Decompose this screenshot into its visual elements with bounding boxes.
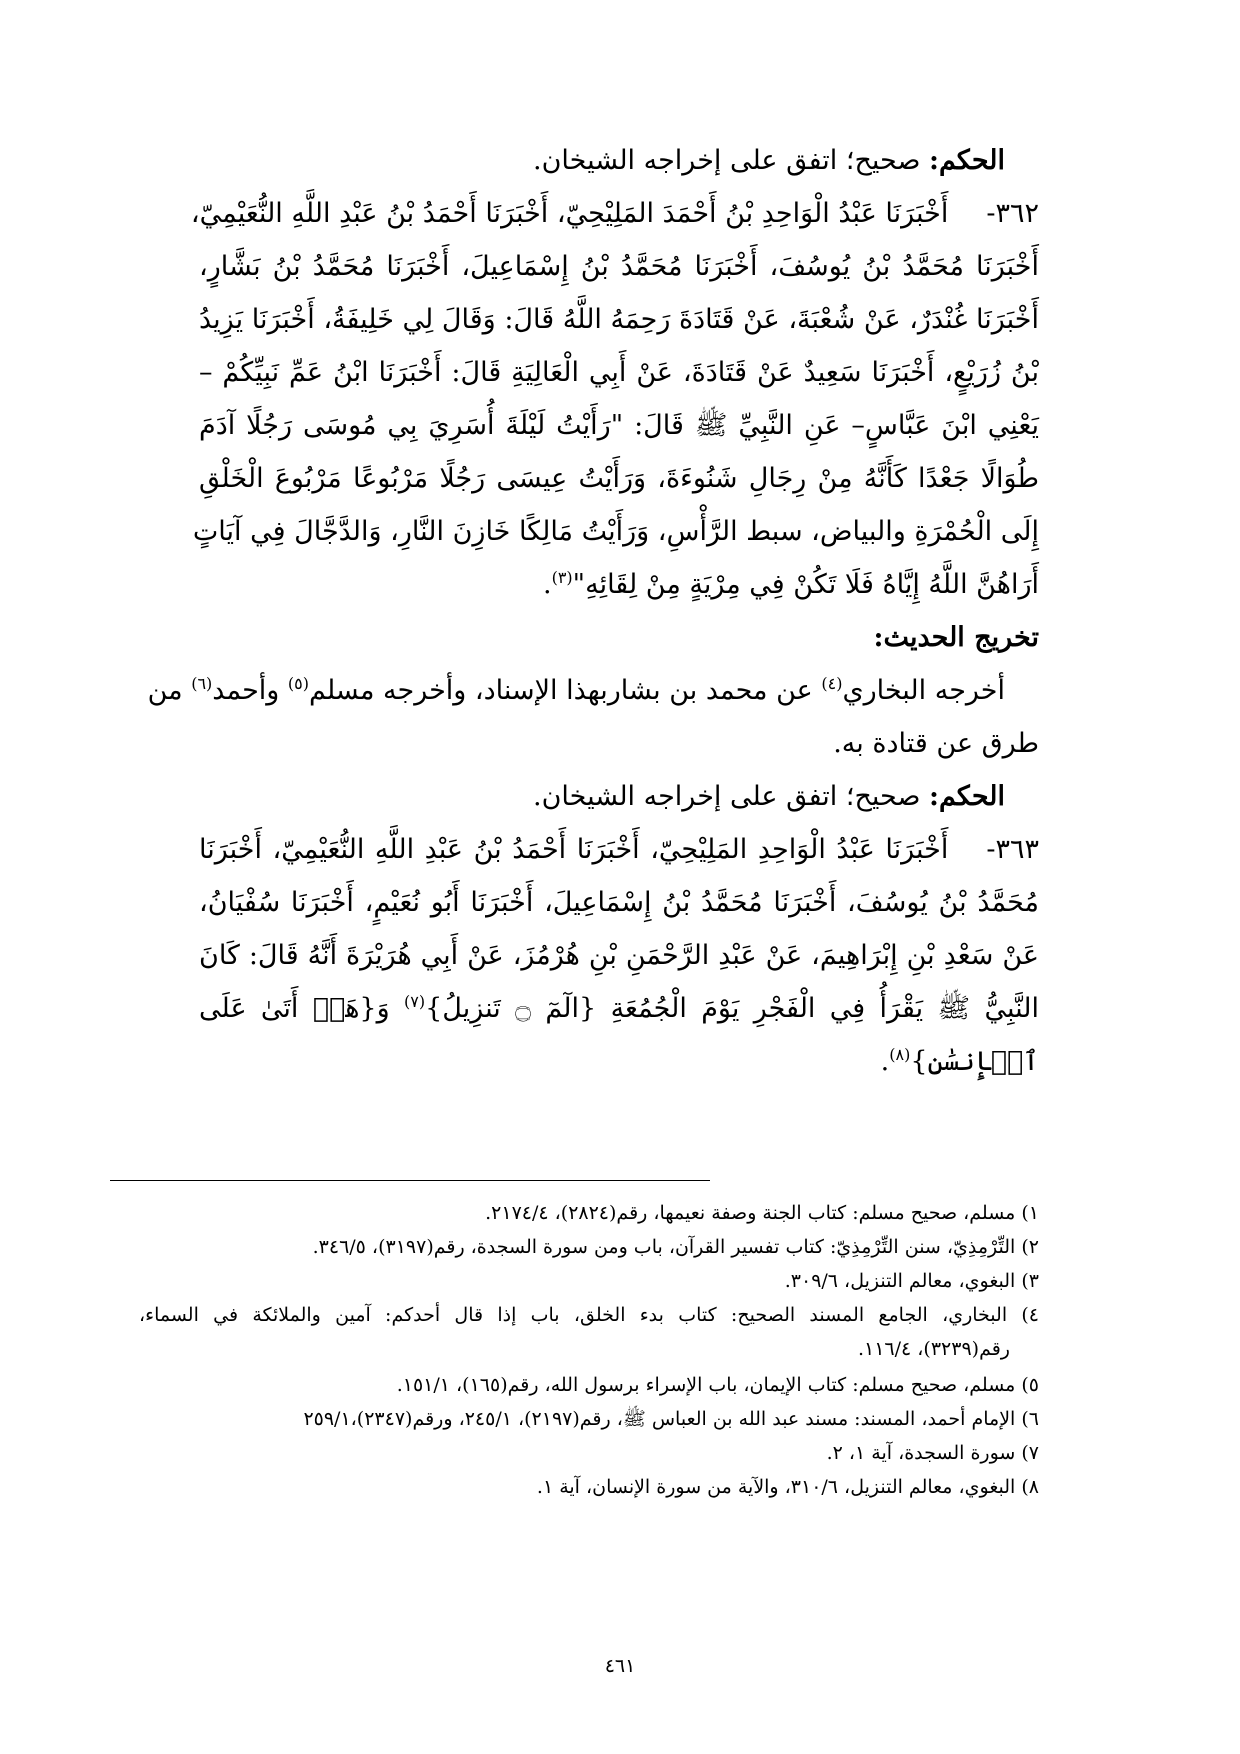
footnote-5: ٥) مسلم، صحيح مسلم: كتاب الإيمان، باب الإسراء برسول الله، رقم(١٦٥)، ١٥١/١. bbox=[396, 1374, 1039, 1396]
footnote-8: ٨) البغوي، معالم التنزيل، ٣١٠/٦، والآية من سورة الإنسان، آية ١. bbox=[536, 1476, 1039, 1498]
hadith-number: ٣٦٣- bbox=[986, 834, 1039, 865]
hadith-362-line-3: أَخْبَرَنَا غُنْدَرٌ، عَنْ شُعْبَةَ، عَنْ قَتَادَةَ رَحِمَهُ اللَّهُ قَالَ: وَقَالَ لِي خَلِيفَةُ، أَخْبَرَنَا يَزِيدُ bbox=[199, 304, 1040, 335]
hadith-362-line-6: طُوَالًا جَعْدًا كَأَنَّهُ مِنْ رِجَالِ شَنُوءَةَ، وَرَأَيْتُ عِيسَى رَجُلًا مَرْبُوعًا مَرْبُوعَ الْخَلْقِ bbox=[199, 463, 1039, 494]
hadith-362-line-4: بْنُ زُرَيْعٍ، أَخْبَرَنَا سَعِيدٌ عَنْ قَتَادَةَ، عَنْ أَبِي الْعَالِيَةِ قَالَ: أَخْبَرَنَا ابْنُ عَمِّ نَبِيِّكُمْ – bbox=[199, 357, 1039, 388]
takhrij-heading: تخريج الحديث: bbox=[873, 622, 1039, 653]
footnote-ref-3[interactable]: (٣) bbox=[551, 568, 573, 587]
takhrij-line-1: أخرجه البخاري$^{(٤)}$ عن محمد بن بشاربهذا الإسناد، وأخرجه مسلم$^{(٥)}$ وأحمد$^{(٦)}$ من bbox=[147, 674, 1005, 706]
hadith-362-line-2: أَخْبَرَنَا مُحَمَّدُ بْنُ يُوسُفَ، أَخْبَرَنَا مُحَمَّدُ بْنُ إِسْمَاعِيلَ، أَخْبَرَنَا مُحَمَّدُ بْنُ بَشَّارٍ، bbox=[199, 251, 1039, 282]
hadith-363-line-5: ٱلۡإِنسَٰنِ}$^{(٨)}$. bbox=[880, 1045, 1039, 1077]
hadith-363-line-4: النَّبِيُّ ﷺ يَقْرَأُ فِي الْفَجْرِ يَوْمَ الْجُمُعَةِ {الٓمٓ ۝ تَنزِيلُ}$^{(٧)}$ وَ{هَلۡ أَتَىٰ عَلَى bbox=[199, 992, 1039, 1024]
hadith-362-line-8: أَرَاهُنَّ اللَّهُ إِيَّاهُ فَلَا تَكُنْ فِي مِرْيَةٍ مِنْ لِقَائِهِ"$^{(٣)}$. bbox=[542, 568, 1039, 600]
footnote-ref-6[interactable]: (٦) bbox=[191, 674, 213, 693]
footnote-3: ٣) البغوي، معالم التنزيل، ٣٠٩/٦. bbox=[784, 1270, 1039, 1292]
hadith-362-line-1: ٣٦٢-أَخْبَرَنَا عَبْدُ الْوَاحِدِ بْنُ أَحْمَدَ المَلِيْحِيّ، أَخْبَرَنَا أَحْمَدُ بْنُ عَبْدِ اللَّهِ النُّعَيْمِيّ، bbox=[199, 183, 1039, 245]
ruling-text: صحيح؛ اتفق على إخراجه الشيخان. bbox=[533, 145, 921, 176]
footnote-1: ١) مسلم، صحيح مسلم: كتاب الجنة وصفة نعيمها، رقم(٢٨٢٤)، ٢١٧٤/٤. bbox=[485, 1202, 1039, 1224]
footnote-separator bbox=[110, 1180, 710, 1181]
footnote-6: ٦) الإمام أحمد، المسند: مسند عبد الله بن العباس ﷺ، رقم(٢١٩٧)، ٢٤٥/١، ورقم(٢٣٤٧)،٢٥٩/١ bbox=[303, 1408, 1039, 1430]
hadith-363-line-2: مُحَمَّدُ بْنُ يُوسُفَ، أَخْبَرَنَا مُحَمَّدُ بْنُ إِسْمَاعِيلَ، أَخْبَرَنَا أَبُو نُعَيْمٍ، أَخْبَرَنَا سُفْيَانُ، bbox=[199, 887, 1039, 918]
takhrij-line-2: طرق عن قتادة به. bbox=[833, 728, 1039, 759]
hadith-362-line-7: إِلَى الْحُمْرَةِ والبياض، سبط الرَّأْسِ، وَرَأَيْتُ مَالِكًا خَازِنَ النَّارِ، وَالدَّجَّالَ فِي آيَاتٍ bbox=[192, 516, 1039, 547]
hadith-number: ٣٦٢- bbox=[986, 198, 1039, 229]
footnote-ref-5[interactable]: (٥) bbox=[287, 674, 309, 693]
page-number: ٤٦١ bbox=[604, 1655, 636, 1677]
footnote-ref-8[interactable]: (٨) bbox=[889, 1045, 911, 1064]
footnote-ref-4[interactable]: (٤) bbox=[821, 674, 843, 693]
footnote-4: ٤) البخاري، الجامع المسند الصحيح: كتاب بدء الخلق، باب إذا قال أحدكم: آمين والملائكة في السماء، bbox=[139, 1304, 1039, 1326]
footnote-2: ٢) التِّرْمِذِيّ، سنن التِّرْمِذِيّ: كتاب تفسير القرآن، باب ومن سورة السجدة، رقم(٣١٩٧)، ٣٤٦/٥. bbox=[312, 1236, 1039, 1258]
ruling-label: الحكم: bbox=[928, 145, 1005, 176]
hadith-363-line-1: ٣٦٣-أَخْبَرَنَا عَبْدُ الْوَاحِدِ المَلِيْحِيّ، أَخْبَرَنَا أَحْمَدُ بْنُ عَبْدِ اللَّهِ النُّعَيْمِيّ، أَخْبَرَنَا bbox=[199, 819, 1039, 881]
footnote-7: ٧) سورة السجدة، آية ١، ٢. bbox=[826, 1442, 1039, 1464]
hadith-363-line-3: عَنْ سَعْدِ بْنِ إِبْرَاهِيمَ، عَنْ عَبْدِ الرَّحْمَنِ بْنِ هُرْمُزَ، عَنْ أَبِي هُرَيْرَةَ أَنَّهُ قَالَ: كَانَ bbox=[199, 940, 1039, 971]
footnote-4-continued: رقم(٣٢٣٩)، ١١٦/٤. bbox=[857, 1338, 1010, 1360]
ruling-label: الحكم: bbox=[928, 781, 1005, 812]
hadith-362-line-5: يَعْنِي ابْنَ عَبَّاسٍ– عَنِ النَّبِيِّ ﷺ قَالَ: "رَأَيْتُ لَيْلَةَ أُسَرِيَ بِي مُوسَى رَجُلًا آدَمَ bbox=[199, 410, 1039, 441]
ruling-text: صحيح؛ اتفق على إخراجه الشيخان. bbox=[533, 781, 921, 812]
footnote-ref-7[interactable]: (٧) bbox=[404, 992, 426, 1011]
